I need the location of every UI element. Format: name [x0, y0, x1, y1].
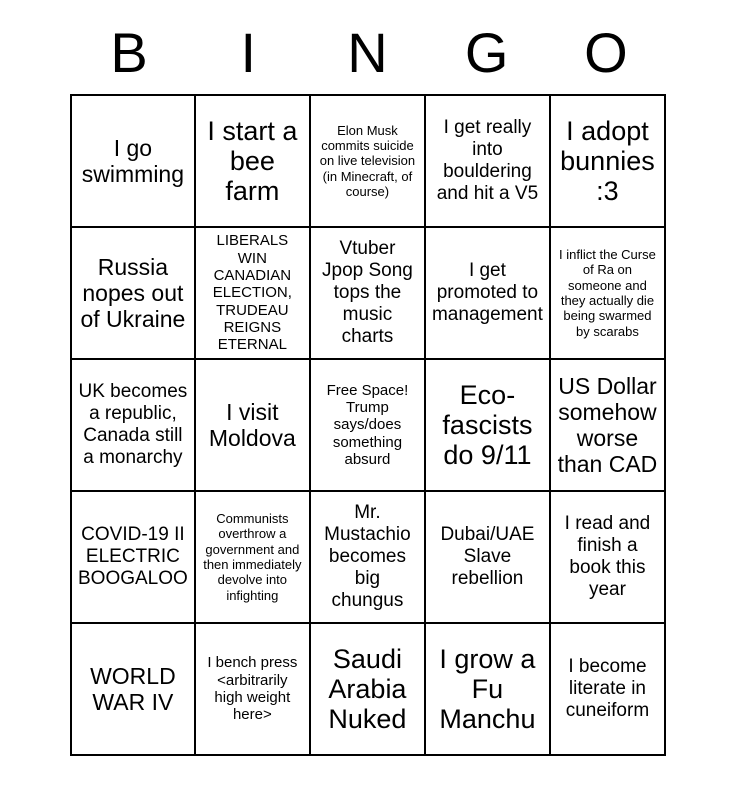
- header-letter-g: G: [464, 21, 510, 84]
- bingo-cell-r5-c1[interactable]: [72, 624, 196, 756]
- bingo-cell-r3-c1[interactable]: [72, 360, 196, 492]
- bingo-cell-r1-c5[interactable]: [551, 96, 666, 228]
- bingo-header: [70, 22, 666, 84]
- bingo-cell-label: UK becomes a republic, Canada still a monarchy: [78, 381, 188, 468]
- bingo-cell-r2-c2[interactable]: [196, 228, 311, 360]
- bingo-cell-label: I read and finish a book this year: [564, 513, 651, 600]
- bingo-cell-label: I start a bee farm: [207, 115, 298, 207]
- bingo-cell-r3-c2[interactable]: [196, 360, 311, 492]
- bingo-cell-r5-c4[interactable]: [426, 624, 551, 756]
- bingo-cell-label: I grow a Fu Manchu: [439, 643, 536, 735]
- bingo-cell-label: I bench press <arbitrarily high weight here>: [207, 654, 298, 724]
- bingo-cell-label: Vtuber Jpop Song tops the music charts: [322, 238, 413, 347]
- bingo-cell-label: US Dollar somehow worse than CAD: [557, 373, 658, 477]
- bingo-cell-r4-c2[interactable]: [196, 492, 311, 624]
- bingo-cell-r4-c5[interactable]: [551, 492, 666, 624]
- bingo-cell-label: Eco-fascists do 9/11: [442, 379, 533, 471]
- bingo-cell-r4-c1[interactable]: [72, 492, 196, 624]
- bingo-cell-label: Mr. Mustachio becomes big chungus: [324, 502, 411, 611]
- bingo-cell-r4-c4[interactable]: [426, 492, 551, 624]
- bingo-cell-label: Free Space! Trump says/does something absurd: [326, 381, 409, 469]
- bingo-cell-label: Elon Musk commits suicide on live television (in Minecraft, of course): [319, 122, 416, 199]
- bingo-cell-r3-c4[interactable]: [426, 360, 551, 492]
- bingo-cell-r1-c4[interactable]: [426, 96, 551, 228]
- bingo-cell-r1-c2[interactable]: [196, 96, 311, 228]
- bingo-cell-r3-c5[interactable]: [551, 360, 666, 492]
- bingo-cell-r2-c5[interactable]: [551, 228, 666, 360]
- bingo-cell-r2-c3[interactable]: [311, 228, 426, 360]
- bingo-cell-label: I get promoted to management: [431, 260, 543, 325]
- bingo-cell-label: I become literate in cuneiform: [565, 656, 650, 721]
- bingo-cell-r1-c1[interactable]: [72, 96, 196, 228]
- bingo-cell-r5-c2[interactable]: [196, 624, 311, 756]
- header-letter-b: B: [110, 21, 149, 84]
- bingo-cell-label: I get really into bouldering and hit a V5: [436, 117, 539, 204]
- bingo-cell-r2-c4[interactable]: [426, 228, 551, 360]
- bingo-cell-r2-c1[interactable]: [72, 228, 196, 360]
- bingo-grid: [70, 94, 666, 756]
- header-letter-o: O: [584, 21, 629, 84]
- bingo-cell-r5-c3[interactable]: [311, 624, 426, 756]
- bingo-cell-r1-c3[interactable]: [311, 96, 426, 228]
- header-letter-n: N: [347, 21, 389, 84]
- bingo-cell-r5-c5[interactable]: [551, 624, 666, 756]
- bingo-cell-label: I adopt bunnies :3: [560, 115, 655, 207]
- bingo-cell-label: I inflict the Curse of Ra on someone and they actually die being swarmed by scarabs: [559, 247, 656, 339]
- bingo-cell-label: COVID-19 II ELECTRIC BOOGALOO: [78, 524, 188, 589]
- bingo-cell-label: I go swimming: [81, 135, 185, 187]
- bingo-cell-label: I visit Moldova: [208, 399, 296, 451]
- header-letter-i: I: [240, 21, 258, 84]
- bingo-cell-label: LIBERALS WIN CANADIAN ELECTION, TRUDEAU REIGNS ETERNAL: [212, 232, 292, 354]
- bingo-cell-r3-c3[interactable]: [311, 360, 426, 492]
- bingo-cell-r4-c3[interactable]: [311, 492, 426, 624]
- bingo-cell-label: WORLD WAR IV: [90, 663, 176, 715]
- bingo-cell-label: Saudi Arabia Nuked: [328, 643, 407, 735]
- bingo-cell-label: Communists overthrow a government and then immediately devolve into infighting: [203, 511, 302, 603]
- bingo-cell-label: Dubai/UAE Slave rebellion: [440, 524, 535, 589]
- bingo-cell-label: Russia nopes out of Ukraine: [80, 254, 186, 332]
